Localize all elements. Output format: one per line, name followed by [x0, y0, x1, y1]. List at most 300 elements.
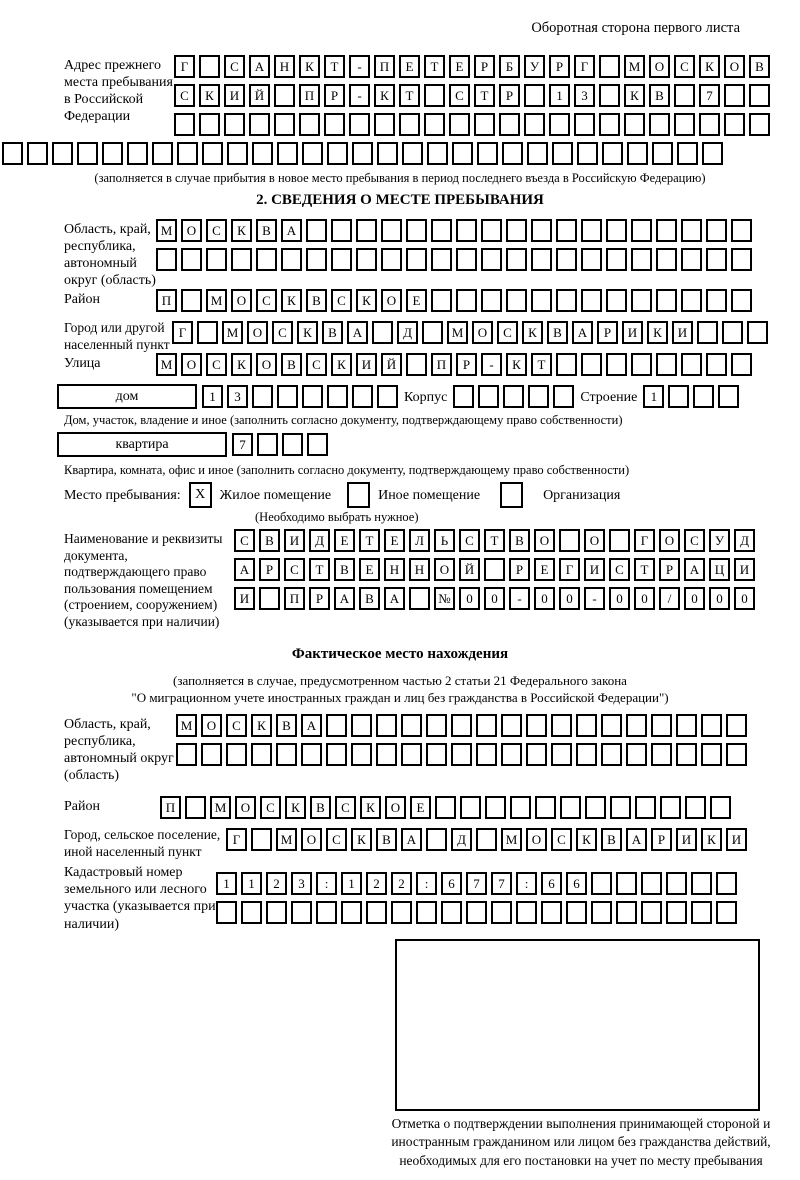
char-cell[interactable]: Е [399, 55, 420, 78]
char-cell[interactable]: А [572, 321, 593, 344]
char-cell[interactable] [631, 248, 652, 271]
char-cell[interactable]: С [260, 796, 281, 819]
char-cell[interactable]: И [284, 529, 305, 552]
char-cell[interactable]: И [672, 321, 693, 344]
char-cell[interactable]: А [401, 828, 422, 851]
char-cell[interactable]: - [349, 84, 370, 107]
char-cell[interactable] [424, 84, 445, 107]
char-cell[interactable]: К [699, 55, 720, 78]
char-cell[interactable]: : [316, 872, 337, 895]
char-cell[interactable] [559, 529, 580, 552]
char-cell[interactable]: О [301, 828, 322, 851]
char-cell[interactable] [277, 385, 298, 408]
char-cell[interactable]: М [222, 321, 243, 344]
char-cell[interactable]: Г [559, 558, 580, 581]
char-cell[interactable]: Ь [434, 529, 455, 552]
char-cell[interactable] [426, 714, 447, 737]
char-cell[interactable]: Т [399, 84, 420, 107]
char-cell[interactable]: Т [531, 353, 552, 376]
char-cell[interactable]: Г [574, 55, 595, 78]
char-cell[interactable] [376, 714, 397, 737]
char-cell[interactable] [381, 219, 402, 242]
char-cell[interactable] [181, 248, 202, 271]
char-cell[interactable]: В [359, 587, 380, 610]
char-cell[interactable] [252, 385, 273, 408]
char-cell[interactable] [581, 248, 602, 271]
char-cell[interactable]: С [551, 828, 572, 851]
char-cell[interactable] [352, 385, 373, 408]
char-cell[interactable] [724, 113, 745, 136]
char-cell[interactable] [356, 219, 377, 242]
char-cell[interactable] [526, 714, 547, 737]
char-cell[interactable] [685, 796, 706, 819]
char-cell[interactable] [451, 743, 472, 766]
char-cell[interactable] [491, 901, 512, 924]
char-cell[interactable]: И [584, 558, 605, 581]
char-cell[interactable]: - [509, 587, 530, 610]
char-cell[interactable] [406, 248, 427, 271]
char-cell[interactable]: М [156, 219, 177, 242]
char-cell[interactable]: К [251, 714, 272, 737]
char-cell[interactable]: Е [410, 796, 431, 819]
char-cell[interactable]: 1 [202, 385, 223, 408]
char-cell[interactable] [481, 219, 502, 242]
char-cell[interactable]: С [284, 558, 305, 581]
char-cell[interactable] [581, 353, 602, 376]
char-cell[interactable]: Е [406, 289, 427, 312]
char-cell[interactable] [626, 743, 647, 766]
char-cell[interactable]: 0 [734, 587, 755, 610]
char-cell[interactable]: 6 [566, 872, 587, 895]
char-cell[interactable] [599, 113, 620, 136]
char-cell[interactable] [481, 289, 502, 312]
char-cell[interactable]: В [601, 828, 622, 851]
char-cell[interactable] [251, 828, 272, 851]
char-cell[interactable] [481, 248, 502, 271]
char-cell[interactable] [476, 828, 497, 851]
char-cell[interactable]: Г [172, 321, 193, 344]
char-cell[interactable] [531, 248, 552, 271]
char-cell[interactable] [556, 353, 577, 376]
char-cell[interactable]: К [576, 828, 597, 851]
char-cell[interactable] [251, 743, 272, 766]
char-cell[interactable]: Р [499, 84, 520, 107]
char-cell[interactable] [701, 743, 722, 766]
char-cell[interactable] [199, 113, 220, 136]
char-cell[interactable] [477, 142, 498, 165]
char-cell[interactable]: В [276, 714, 297, 737]
char-cell[interactable]: Г [634, 529, 655, 552]
char-cell[interactable] [431, 219, 452, 242]
char-cell[interactable] [726, 743, 747, 766]
char-cell[interactable] [249, 113, 270, 136]
char-cell[interactable] [716, 872, 737, 895]
char-cell[interactable]: Т [359, 529, 380, 552]
char-cell[interactable] [749, 113, 770, 136]
char-cell[interactable] [516, 901, 537, 924]
char-cell[interactable]: С [272, 321, 293, 344]
char-cell[interactable]: А [626, 828, 647, 851]
char-cell[interactable] [731, 289, 752, 312]
char-cell[interactable]: Р [659, 558, 680, 581]
char-cell[interactable] [435, 796, 456, 819]
char-cell[interactable] [506, 289, 527, 312]
char-cell[interactable] [77, 142, 98, 165]
char-cell[interactable]: П [156, 289, 177, 312]
char-cell[interactable]: Р [509, 558, 530, 581]
char-cell[interactable] [127, 142, 148, 165]
char-cell[interactable]: А [684, 558, 705, 581]
char-cell[interactable]: О [526, 828, 547, 851]
char-cell[interactable]: Е [449, 55, 470, 78]
char-cell[interactable] [606, 219, 627, 242]
char-cell[interactable] [281, 248, 302, 271]
char-cell[interactable] [599, 84, 620, 107]
char-cell[interactable] [441, 901, 462, 924]
char-cell[interactable]: С [326, 828, 347, 851]
char-cell[interactable]: И [356, 353, 377, 376]
char-cell[interactable]: А [347, 321, 368, 344]
char-cell[interactable] [747, 321, 768, 344]
char-cell[interactable]: О [534, 529, 555, 552]
char-cell[interactable] [627, 142, 648, 165]
char-cell[interactable]: С [306, 353, 327, 376]
char-cell[interactable]: 1 [216, 872, 237, 895]
char-cell[interactable] [531, 219, 552, 242]
char-cell[interactable]: Р [309, 587, 330, 610]
char-cell[interactable] [424, 113, 445, 136]
char-cell[interactable]: О [201, 714, 222, 737]
char-cell[interactable] [341, 901, 362, 924]
char-cell[interactable] [501, 743, 522, 766]
char-cell[interactable]: - [481, 353, 502, 376]
char-cell[interactable]: Й [459, 558, 480, 581]
char-cell[interactable] [181, 289, 202, 312]
char-cell[interactable] [426, 743, 447, 766]
char-cell[interactable]: А [281, 219, 302, 242]
char-cell[interactable]: С [335, 796, 356, 819]
char-cell[interactable]: У [709, 529, 730, 552]
char-cell[interactable] [641, 901, 662, 924]
char-cell[interactable] [731, 248, 752, 271]
char-cell[interactable] [406, 219, 427, 242]
char-cell[interactable]: О [584, 529, 605, 552]
char-cell[interactable] [431, 248, 452, 271]
char-cell[interactable]: 7 [491, 872, 512, 895]
char-cell[interactable]: Р [324, 84, 345, 107]
char-cell[interactable]: Й [381, 353, 402, 376]
char-cell[interactable]: С [331, 289, 352, 312]
char-cell[interactable] [326, 743, 347, 766]
char-cell[interactable] [156, 248, 177, 271]
char-cell[interactable]: И [224, 84, 245, 107]
char-cell[interactable]: 1 [549, 84, 570, 107]
char-cell[interactable] [666, 872, 687, 895]
char-cell[interactable] [560, 796, 581, 819]
char-cell[interactable] [706, 289, 727, 312]
char-cell[interactable] [606, 248, 627, 271]
char-cell[interactable] [527, 142, 548, 165]
char-cell[interactable] [374, 113, 395, 136]
char-cell[interactable] [731, 353, 752, 376]
char-cell[interactable]: Б [499, 55, 520, 78]
char-cell[interactable]: В [547, 321, 568, 344]
char-cell[interactable] [510, 796, 531, 819]
char-cell[interactable]: 0 [684, 587, 705, 610]
char-cell[interactable] [185, 796, 206, 819]
char-cell[interactable] [102, 142, 123, 165]
char-cell[interactable] [327, 385, 348, 408]
char-cell[interactable] [601, 714, 622, 737]
char-cell[interactable] [302, 385, 323, 408]
char-cell[interactable] [282, 433, 303, 456]
char-cell[interactable]: О [256, 353, 277, 376]
char-cell[interactable] [551, 743, 572, 766]
apartment-type-box[interactable]: квартира [57, 432, 227, 457]
char-cell[interactable]: Й [249, 84, 270, 107]
char-cell[interactable] [401, 714, 422, 737]
char-cell[interactable]: С [684, 529, 705, 552]
char-cell[interactable]: М [176, 714, 197, 737]
char-cell[interactable]: Е [334, 529, 355, 552]
char-cell[interactable] [402, 142, 423, 165]
char-cell[interactable] [631, 289, 652, 312]
char-cell[interactable]: О [472, 321, 493, 344]
char-cell[interactable]: А [334, 587, 355, 610]
char-cell[interactable] [624, 113, 645, 136]
char-cell[interactable] [302, 142, 323, 165]
char-cell[interactable]: Р [597, 321, 618, 344]
char-cell[interactable] [731, 219, 752, 242]
char-cell[interactable] [609, 529, 630, 552]
char-cell[interactable] [706, 248, 727, 271]
char-cell[interactable]: М [206, 289, 227, 312]
char-cell[interactable]: И [234, 587, 255, 610]
char-cell[interactable]: С [174, 84, 195, 107]
char-cell[interactable] [152, 142, 173, 165]
char-cell[interactable]: Р [456, 353, 477, 376]
char-cell[interactable]: В [649, 84, 670, 107]
char-cell[interactable] [326, 714, 347, 737]
char-cell[interactable]: К [506, 353, 527, 376]
char-cell[interactable] [726, 714, 747, 737]
char-cell[interactable] [635, 796, 656, 819]
char-cell[interactable] [656, 248, 677, 271]
char-cell[interactable] [451, 714, 472, 737]
char-cell[interactable]: 3 [227, 385, 248, 408]
char-cell[interactable]: Т [484, 529, 505, 552]
char-cell[interactable] [651, 743, 672, 766]
char-cell[interactable]: Д [309, 529, 330, 552]
char-cell[interactable]: П [431, 353, 452, 376]
char-cell[interactable] [693, 385, 714, 408]
char-cell[interactable]: В [256, 219, 277, 242]
char-cell[interactable]: 3 [574, 84, 595, 107]
char-cell[interactable] [549, 113, 570, 136]
char-cell[interactable] [274, 84, 295, 107]
other-premises-checkbox[interactable] [347, 482, 370, 508]
char-cell[interactable]: К [356, 289, 377, 312]
char-cell[interactable] [506, 248, 527, 271]
char-cell[interactable] [399, 113, 420, 136]
char-cell[interactable] [176, 743, 197, 766]
char-cell[interactable]: Н [409, 558, 430, 581]
char-cell[interactable] [202, 142, 223, 165]
char-cell[interactable] [722, 321, 743, 344]
char-cell[interactable] [556, 219, 577, 242]
char-cell[interactable] [501, 714, 522, 737]
char-cell[interactable]: 7 [232, 433, 253, 456]
char-cell[interactable]: : [516, 872, 537, 895]
char-cell[interactable] [541, 901, 562, 924]
char-cell[interactable]: В [334, 558, 355, 581]
char-cell[interactable]: Г [174, 55, 195, 78]
char-cell[interactable] [456, 219, 477, 242]
char-cell[interactable] [351, 714, 372, 737]
char-cell[interactable]: - [584, 587, 605, 610]
char-cell[interactable]: 1 [241, 872, 262, 895]
char-cell[interactable] [381, 248, 402, 271]
char-cell[interactable]: О [659, 529, 680, 552]
char-cell[interactable] [674, 113, 695, 136]
char-cell[interactable]: В [509, 529, 530, 552]
char-cell[interactable]: 2 [391, 872, 412, 895]
char-cell[interactable]: С [609, 558, 630, 581]
char-cell[interactable] [476, 714, 497, 737]
char-cell[interactable] [551, 714, 572, 737]
char-cell[interactable] [674, 84, 695, 107]
char-cell[interactable] [431, 289, 452, 312]
organization-checkbox[interactable] [500, 482, 523, 508]
char-cell[interactable] [252, 142, 273, 165]
char-cell[interactable] [616, 901, 637, 924]
char-cell[interactable] [484, 558, 505, 581]
char-cell[interactable] [466, 901, 487, 924]
char-cell[interactable]: : [416, 872, 437, 895]
char-cell[interactable]: У [524, 55, 545, 78]
char-cell[interactable] [626, 714, 647, 737]
char-cell[interactable] [706, 353, 727, 376]
char-cell[interactable] [553, 385, 574, 408]
char-cell[interactable]: С [206, 219, 227, 242]
char-cell[interactable]: 1 [341, 872, 362, 895]
char-cell[interactable] [681, 248, 702, 271]
char-cell[interactable]: К [522, 321, 543, 344]
char-cell[interactable] [199, 55, 220, 78]
char-cell[interactable] [276, 743, 297, 766]
char-cell[interactable]: С [449, 84, 470, 107]
char-cell[interactable]: Р [549, 55, 570, 78]
char-cell[interactable] [356, 248, 377, 271]
char-cell[interactable]: В [259, 529, 280, 552]
char-cell[interactable]: Д [397, 321, 418, 344]
char-cell[interactable]: К [360, 796, 381, 819]
char-cell[interactable]: С [234, 529, 255, 552]
char-cell[interactable] [456, 289, 477, 312]
char-cell[interactable]: 0 [534, 587, 555, 610]
char-cell[interactable]: - [349, 55, 370, 78]
char-cell[interactable] [606, 353, 627, 376]
char-cell[interactable] [681, 289, 702, 312]
char-cell[interactable]: П [284, 587, 305, 610]
char-cell[interactable]: Р [259, 558, 280, 581]
char-cell[interactable]: В [749, 55, 770, 78]
char-cell[interactable] [416, 901, 437, 924]
char-cell[interactable] [226, 743, 247, 766]
char-cell[interactable]: 0 [484, 587, 505, 610]
char-cell[interactable]: О [649, 55, 670, 78]
char-cell[interactable] [427, 142, 448, 165]
char-cell[interactable]: О [181, 353, 202, 376]
char-cell[interactable] [478, 385, 499, 408]
char-cell[interactable] [649, 113, 670, 136]
char-cell[interactable]: В [281, 353, 302, 376]
char-cell[interactable] [535, 796, 556, 819]
char-cell[interactable] [631, 219, 652, 242]
char-cell[interactable] [206, 248, 227, 271]
char-cell[interactable]: С [256, 289, 277, 312]
char-cell[interactable]: С [226, 714, 247, 737]
char-cell[interactable] [506, 219, 527, 242]
char-cell[interactable] [331, 248, 352, 271]
char-cell[interactable] [676, 714, 697, 737]
char-cell[interactable] [656, 353, 677, 376]
char-cell[interactable]: И [726, 828, 747, 851]
char-cell[interactable] [616, 872, 637, 895]
residential-checkbox[interactable]: X [189, 482, 212, 508]
char-cell[interactable] [702, 142, 723, 165]
char-cell[interactable]: Р [474, 55, 495, 78]
char-cell[interactable] [456, 248, 477, 271]
char-cell[interactable]: С [224, 55, 245, 78]
char-cell[interactable]: О [434, 558, 455, 581]
char-cell[interactable]: 3 [291, 872, 312, 895]
char-cell[interactable]: М [501, 828, 522, 851]
char-cell[interactable] [452, 142, 473, 165]
char-cell[interactable] [724, 84, 745, 107]
char-cell[interactable]: 0 [634, 587, 655, 610]
char-cell[interactable] [324, 113, 345, 136]
char-cell[interactable] [453, 385, 474, 408]
char-cell[interactable]: О [231, 289, 252, 312]
char-cell[interactable]: О [235, 796, 256, 819]
char-cell[interactable]: В [310, 796, 331, 819]
char-cell[interactable] [259, 587, 280, 610]
char-cell[interactable]: 6 [441, 872, 462, 895]
char-cell[interactable] [331, 219, 352, 242]
char-cell[interactable] [502, 142, 523, 165]
char-cell[interactable]: Л [409, 529, 430, 552]
char-cell[interactable] [651, 714, 672, 737]
char-cell[interactable] [577, 142, 598, 165]
char-cell[interactable] [366, 901, 387, 924]
char-cell[interactable]: А [301, 714, 322, 737]
char-cell[interactable]: С [459, 529, 480, 552]
char-cell[interactable] [307, 433, 328, 456]
char-cell[interactable] [372, 321, 393, 344]
char-cell[interactable] [426, 828, 447, 851]
char-cell[interactable]: И [622, 321, 643, 344]
char-cell[interactable]: К [199, 84, 220, 107]
char-cell[interactable] [460, 796, 481, 819]
char-cell[interactable] [574, 113, 595, 136]
char-cell[interactable]: С [206, 353, 227, 376]
char-cell[interactable]: Т [309, 558, 330, 581]
char-cell[interactable]: С [674, 55, 695, 78]
char-cell[interactable]: О [381, 289, 402, 312]
char-cell[interactable] [576, 743, 597, 766]
char-cell[interactable] [266, 901, 287, 924]
